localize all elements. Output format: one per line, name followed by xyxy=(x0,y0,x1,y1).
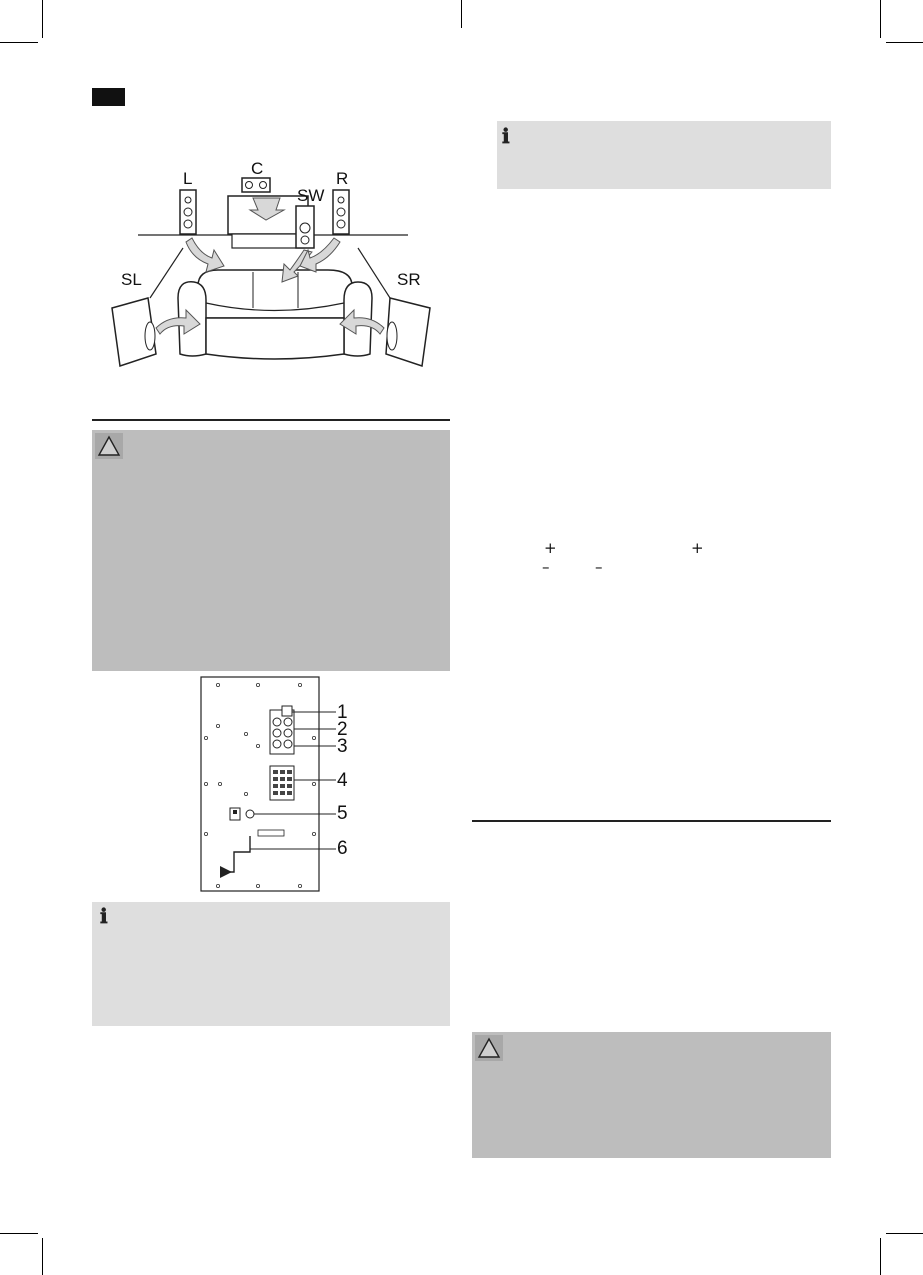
right-speaker-icon xyxy=(333,190,349,234)
crop-mark-br-h xyxy=(886,1233,923,1234)
warning-box-left xyxy=(92,430,450,671)
info-icon: ℹ xyxy=(100,904,108,928)
rear-panel-diagram xyxy=(200,676,360,894)
label-center: C xyxy=(251,159,264,178)
label-subwoofer: SW xyxy=(297,186,325,205)
minus-mark: – xyxy=(595,558,603,576)
language-badge xyxy=(92,88,125,106)
section-rule-left xyxy=(92,419,450,421)
warning-triangle-icon xyxy=(95,433,123,459)
label-surround-left: SL xyxy=(121,270,142,289)
crop-mark-bl-h xyxy=(0,1233,38,1234)
plus-mark: + xyxy=(691,539,704,557)
left-speaker-icon xyxy=(180,190,196,234)
callout-3: 3 xyxy=(337,736,348,757)
plus-mark: + xyxy=(544,539,557,557)
label-left: L xyxy=(183,169,193,188)
callout-1: 1 xyxy=(337,702,348,723)
info-box-right-top xyxy=(497,121,831,189)
minus-mark: – xyxy=(542,558,550,576)
callout-6: 6 xyxy=(337,838,348,859)
crop-mark-center xyxy=(461,0,462,28)
crop-mark-tl-v xyxy=(42,0,43,38)
label-surround-right: SR xyxy=(397,270,421,289)
info-box-left xyxy=(92,902,450,1026)
warning-box-right xyxy=(472,1032,831,1158)
warning-triangle-icon xyxy=(475,1035,503,1061)
surround-setup-diagram xyxy=(108,158,434,372)
surround-right-speaker-icon xyxy=(386,298,430,366)
label-right: R xyxy=(336,169,349,188)
crop-mark-tr-h xyxy=(886,42,923,43)
subwoofer-icon xyxy=(296,206,314,248)
section-rule-right xyxy=(472,820,831,822)
crop-mark-br-v xyxy=(880,1238,881,1275)
sofa-icon xyxy=(178,270,372,359)
crop-mark-bl-v xyxy=(42,1238,43,1275)
crop-mark-tr-v xyxy=(880,0,881,38)
callout-5: 5 xyxy=(337,803,348,824)
crop-mark-tl-h xyxy=(0,42,38,43)
callout-2: 2 xyxy=(337,719,348,740)
surround-left-speaker-icon xyxy=(112,298,156,366)
callout-4: 4 xyxy=(337,770,348,791)
info-icon: ℹ xyxy=(502,124,510,148)
